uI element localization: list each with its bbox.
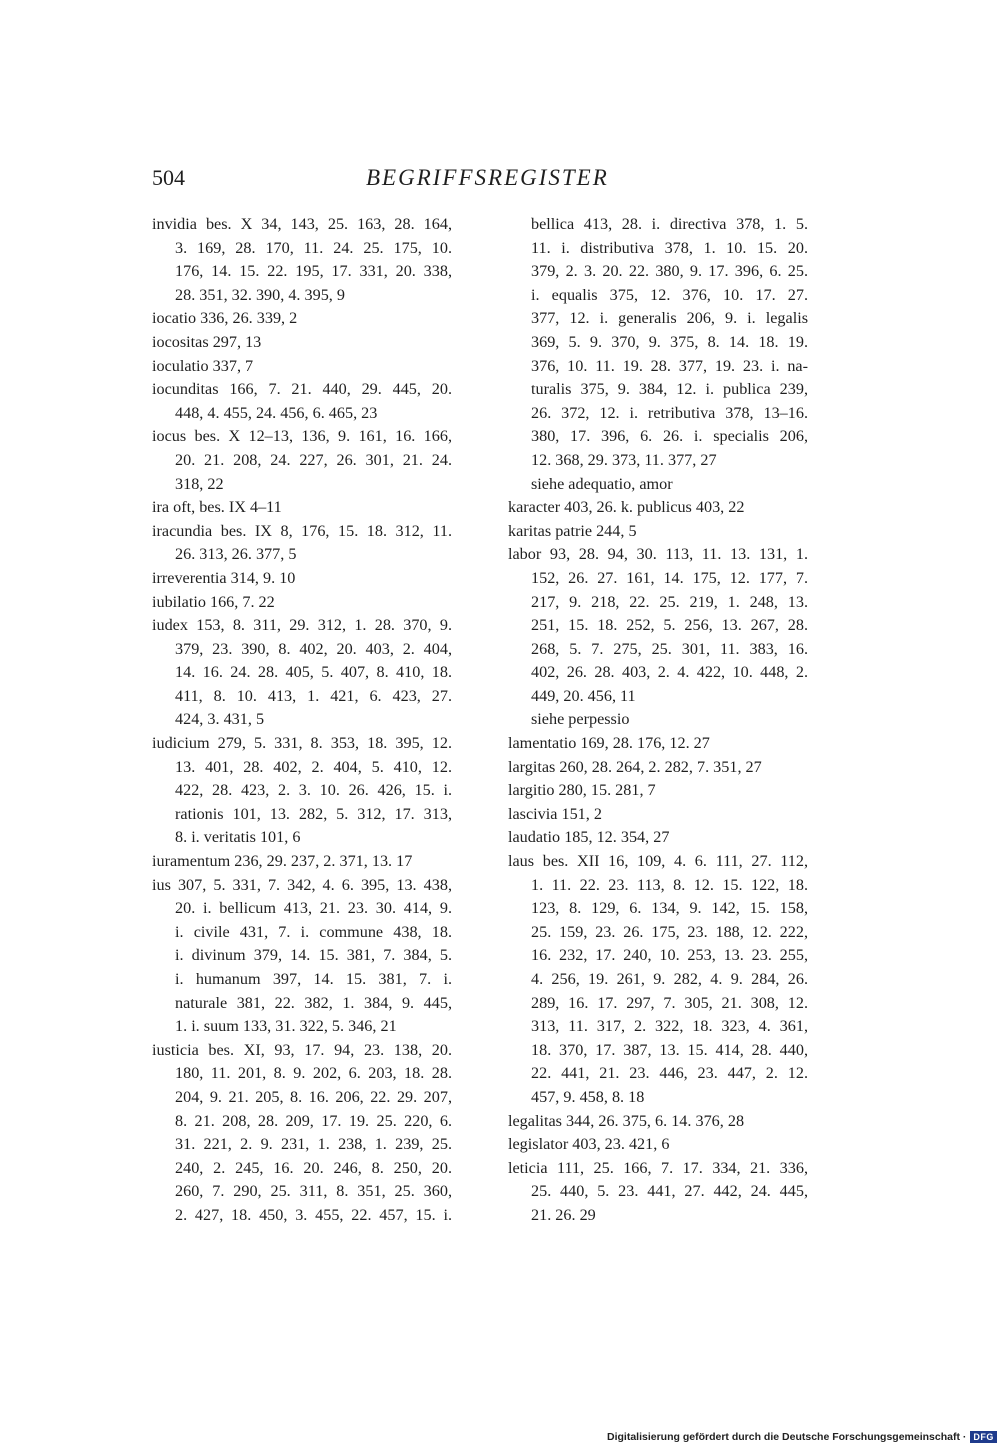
index-column-left (152, 213, 452, 1228)
index-entry-line: 422, 28. 423, 2. 3. 10. 26. 426, 15. i. (175, 781, 452, 800)
index-entry-line: iusticia bes. XI, 93, 17. 94, 23. 138, 20. (152, 1040, 452, 1059)
index-entry-line: rationis 101, 13. 282, 5. 312, 17. 313, (175, 804, 452, 823)
index-entry-line: 8. i. veritatis 101, 6 (175, 828, 301, 847)
index-entry-line: iracundia bes. IX 8, 176, 15. 18. 312, 11. (152, 521, 452, 540)
index-entry-line: 25. 159, 23. 26. 175, 23. 188, 12. 222, (531, 922, 808, 941)
dfg-logo: DFG (970, 1431, 997, 1443)
index-entry-line: 380, 17. 396, 6. 26. i. specialis 206, (531, 427, 808, 446)
index-entry-line: 217, 9. 218, 22. 25. 219, 1. 248, 13. (531, 592, 808, 611)
index-entry-line: 123, 8. 129, 6. 134, 9. 142, 15. 158, (531, 899, 808, 918)
index-column-right (508, 213, 808, 1228)
index-entry-line: irreverentia 314, 9. 10 (152, 568, 296, 587)
index-entry-line: 16. 232, 17. 240, 10. 253, 13. 23. 255, (531, 946, 808, 965)
page-header (152, 165, 852, 195)
index-entry-line: 4. 256, 19. 261, 9. 282, 4. 9. 284, 26. (531, 970, 808, 988)
index-entry-line: 12. 368, 29. 373, 11. 377, 27 (531, 450, 717, 469)
index-entry-line: 18. 370, 17. 387, 13. 15. 414, 28. 440, (531, 1040, 808, 1059)
index-entry-line: turalis 375, 9. 384, 12. i. publica 239, (531, 380, 808, 399)
index-entry-line: iocus bes. X 12–13, 136, 9. 161, 16. 166, (152, 427, 452, 446)
index-entry-line: 20. 21. 208, 24. 227, 26. 301, 21. 24. (175, 450, 452, 469)
index-entry-line: 176, 14. 15. 22. 195, 17. 331, 20. 338, (175, 262, 452, 281)
index-entry-line: largitas 260, 28. 264, 2. 282, 7. 351, 27 (508, 757, 762, 776)
index-entry-line: labor 93, 28. 94, 30. 113, 11. 13. 131, 1. (508, 545, 808, 564)
index-entry-line: iocositas 297, 13 (152, 332, 262, 351)
running-title: BEGRIFFSREGISTER (366, 165, 609, 190)
index-entry-line: 8. 21. 208, 28. 209, 17. 19. 25. 220, 6. (175, 1111, 452, 1130)
index-entry-line: 2. 427, 18. 450, 3. 455, 22. 457, 15. i. (175, 1205, 452, 1224)
index-entry-line: ioculatio 337, 7 (152, 356, 254, 375)
index-entry-line: lascivia 151, 2 (508, 804, 602, 823)
footer-credit-text: Digitalisierung gefördert durch die Deutsche Forschungsgemeinschaft · (607, 1431, 967, 1443)
index-entry-line: 13. 401, 28. 402, 2. 404, 5. 410, 12. (175, 757, 452, 776)
index-entry-line: 377, 12. i. generalis 206, 9. i. legalis (531, 309, 808, 328)
index-entry-line: 11. i. distributiva 378, 1. 10. 15. 20. (531, 238, 808, 257)
index-entry-line: legalitas 344, 26. 375, 6. 14. 376, 28 (508, 1111, 745, 1130)
index-entry-line: bellica 413, 28. i. directiva 378, 1. 5. (531, 215, 808, 233)
index-entry-line: 26. 372, 12. i. retributiva 378, 13–16. (531, 403, 808, 422)
index-entry-line: 20. i. bellicum 413, 21. 23. 30. 414, 9. (175, 899, 452, 918)
index-entry-line: i. divinum 379, 14. 15. 381, 7. 384, 5. (175, 946, 452, 965)
index-entry-line: 251, 15. 18. 252, 5. 256, 13. 267, 28. (531, 616, 808, 635)
index-entry-line: karacter 403, 26. k. publicus 403, 22 (508, 498, 745, 517)
index-entry-line: naturale 381, 22. 382, 1. 384, 9. 445, (175, 993, 452, 1012)
index-entry-line: legislator 403, 23. 421, 6 (508, 1135, 670, 1154)
index-entry-line: ius 307, 5. 331, 7. 342, 4. 6. 395, 13. 438, (152, 875, 452, 894)
index-entry-line: 1. 11. 22. 23. 113, 8. 12. 15. 122, 18. (531, 875, 808, 894)
page-number: 504 (152, 165, 185, 190)
index-entry-line: 204, 9. 21. 205, 8. 16. 206, 22. 29. 207, (175, 1087, 452, 1106)
index-entry-line: invidia bes. X 34, 143, 25. 163, 28. 164, (152, 215, 452, 233)
index-entry-line: 22. 441, 21. 23. 446, 23. 447, 2. 12. (531, 1064, 808, 1083)
index-entry-line: lamentatio 169, 28. 176, 12. 27 (508, 734, 710, 753)
index-entry-line: i. civile 431, 7. i. commune 438, 18. (175, 922, 452, 941)
index-entry-line: 402, 26. 28. 403, 2. 4. 422, 10. 448, 2. (531, 663, 808, 682)
index-entry-line: iocunditas 166, 7. 21. 440, 29. 445, 20. (152, 380, 452, 399)
index-entry-line: 14. 16. 24. 28. 405, 5. 407, 8. 410, 18. (175, 663, 452, 682)
index-entry-line: iudex 153, 8. 311, 29. 312, 1. 28. 370, 9. (152, 616, 452, 635)
index-entry-line: 449, 20. 456, 11 (531, 686, 636, 705)
index-entry-line: laudatio 185, 12. 354, 27 (508, 828, 670, 847)
index-entry-line: iudicium 279, 5. 331, 8. 353, 18. 395, 12. (152, 734, 452, 753)
index-entry-line: 152, 26. 27. 161, 14. 175, 12. 177, 7. (531, 568, 808, 587)
index-entry-line: 369, 5. 9. 370, 9. 375, 8. 14. 18. 19. (531, 332, 808, 351)
index-entry-line: 25. 440, 5. 23. 441, 27. 442, 24. 445, (531, 1182, 808, 1201)
index-entry-line: 376, 10. 11. 19. 28. 377, 19. 23. i. na- (531, 356, 808, 375)
index-entry-line: 26. 313, 26. 377, 5 (175, 545, 297, 564)
index-entry-line: 313, 11. 317, 2. 322, 18. 323, 4. 361, (531, 1017, 808, 1036)
index-entry-line: 318, 22 (175, 474, 224, 493)
index-entry-line: 1. i. suum 133, 31. 322, 5. 346, 21 (175, 1017, 397, 1036)
index-entry-line: leticia 111, 25. 166, 7. 17. 334, 21. 336, (508, 1158, 808, 1177)
index-entry-line: iocatio 336, 26. 339, 2 (152, 309, 298, 328)
footer-credit (607, 1431, 997, 1443)
index-entry-line: karitas patrie 244, 5 (508, 521, 637, 540)
index-entry-line: 180, 11. 201, 8. 9. 202, 6. 203, 18. 28. (175, 1064, 452, 1083)
index-entry-line: 424, 3. 431, 5 (175, 710, 265, 729)
index-entry-line: 379, 2. 3. 20. 22. 380, 9. 17. 396, 6. 25. (531, 262, 808, 281)
index-entry-line: 289, 16. 17. 297, 7. 305, 21. 308, 12. (531, 993, 808, 1012)
index-entry-line: 260, 7. 290, 25. 311, 8. 351, 25. 360, (175, 1182, 452, 1201)
index-entry-line: siehe adequatio, amor (531, 474, 673, 493)
index-entry-line: 3. 169, 28. 170, 11. 24. 25. 175, 10. (175, 238, 452, 257)
index-entry-line: i. equalis 375, 12. 376, 10. 17. 27. (531, 285, 808, 304)
index-entry-line: iuramentum 236, 29. 237, 2. 371, 13. 17 (152, 852, 413, 871)
index-entry-line: 379, 23. 390, 8. 402, 20. 403, 2. 404, (175, 639, 452, 658)
index-entry-line: 240, 2. 245, 16. 20. 246, 8. 250, 20. (175, 1158, 452, 1177)
index-entry-line: laus bes. XII 16, 109, 4. 6. 111, 27. 112, (508, 852, 808, 871)
index-entry-line: 457, 9. 458, 8. 18 (531, 1087, 645, 1106)
index-entry-line: 28. 351, 32. 390, 4. 395, 9 (175, 285, 345, 304)
index-entry-line: ira oft, bes. IX 4–11 (152, 498, 282, 517)
index-entry-line: i. humanum 397, 14. 15. 381, 7. i. (175, 970, 452, 988)
index-entry-line: siehe perpessio (531, 710, 630, 729)
index-entry-line: iubilatio 166, 7. 22 (152, 592, 275, 611)
index-entry-line: 31. 221, 2. 9. 231, 1. 238, 1. 239, 25. (175, 1135, 452, 1154)
index-entry-line: 448, 4. 455, 24. 456, 6. 465, 23 (175, 403, 378, 422)
index-entry-line: 411, 8. 10. 413, 1. 421, 6. 423, 27. (175, 686, 452, 705)
index-entry-line: 21. 26. 29 (531, 1205, 596, 1224)
index-entry-line: largitio 280, 15. 281, 7 (508, 781, 656, 800)
index-entry-line: 268, 5. 7. 275, 25. 301, 11. 383, 16. (531, 639, 808, 658)
